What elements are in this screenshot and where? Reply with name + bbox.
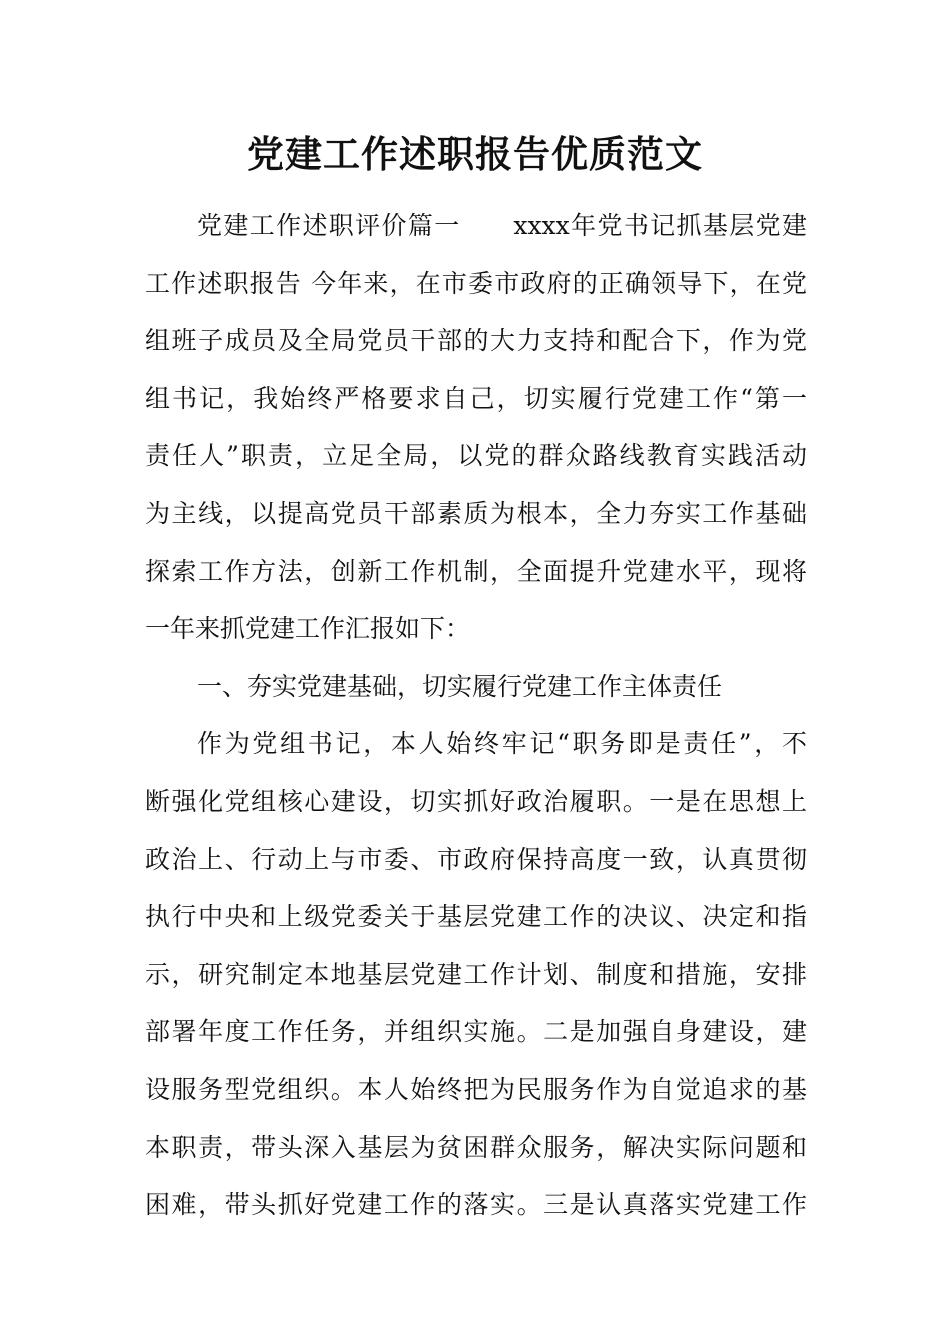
text-line: 为主线，以提高党员干部素质为根本，全力夯实工作基础 xyxy=(145,498,807,528)
text-line: 工作述职报告 今年来，在市委市政府的正确领导下，在党 xyxy=(145,268,807,298)
text-line: 组书记，我始终严格要求自己，切实履行党建工作“第一 xyxy=(145,383,807,413)
text-line: 政治上、行动上与市委、市政府保持高度一致，认真贯彻 xyxy=(145,844,807,874)
text-line: 设服务型党组织。本人始终把为民服务作为自觉追求的基 xyxy=(145,1074,807,1104)
document-title: 党建工作述职报告优质范文 xyxy=(247,132,703,176)
text-line: 部署年度工作任务，并组织实施。二是加强自身建设，建 xyxy=(145,1017,807,1047)
document-body xyxy=(145,197,807,1234)
text-line: 一年来抓党建工作汇报如下： xyxy=(145,614,471,644)
text-line: 断强化党组核心建设，切实抓好政治履职。一是在思想上 xyxy=(145,786,807,816)
text-line: 困难，带头抓好党建工作的落实。三是认真落实党建工作 xyxy=(145,1190,807,1220)
text-line: 示，研究制定本地基层党建工作计划、制度和措施，安排 xyxy=(145,959,807,989)
text-line: 执行中央和上级党委关于基层党建工作的决议、决定和指 xyxy=(145,902,807,932)
section-heading: 一、夯实党建基础，切实履行党建工作主体责任 xyxy=(197,671,723,701)
text-line: 责任人”职责，立足全局，以党的群众路线教育实践活动 xyxy=(145,441,807,471)
text-line: 组班子成员及全局党员干部的大力支持和配合下，作为党 xyxy=(145,326,807,356)
text-line: 探索工作方法，创新工作机制，全面提升党建水平，现将 xyxy=(145,556,807,586)
text-line: 党建工作述职评价篇一 xxxx年党书记抓基层党建 xyxy=(197,211,807,240)
text-line: 作为党组书记，本人始终牢记“职务即是责任”，不 xyxy=(197,729,807,759)
text-line: 本职责，带头深入基层为贫困群众服务，解决实际问题和 xyxy=(145,1132,807,1162)
